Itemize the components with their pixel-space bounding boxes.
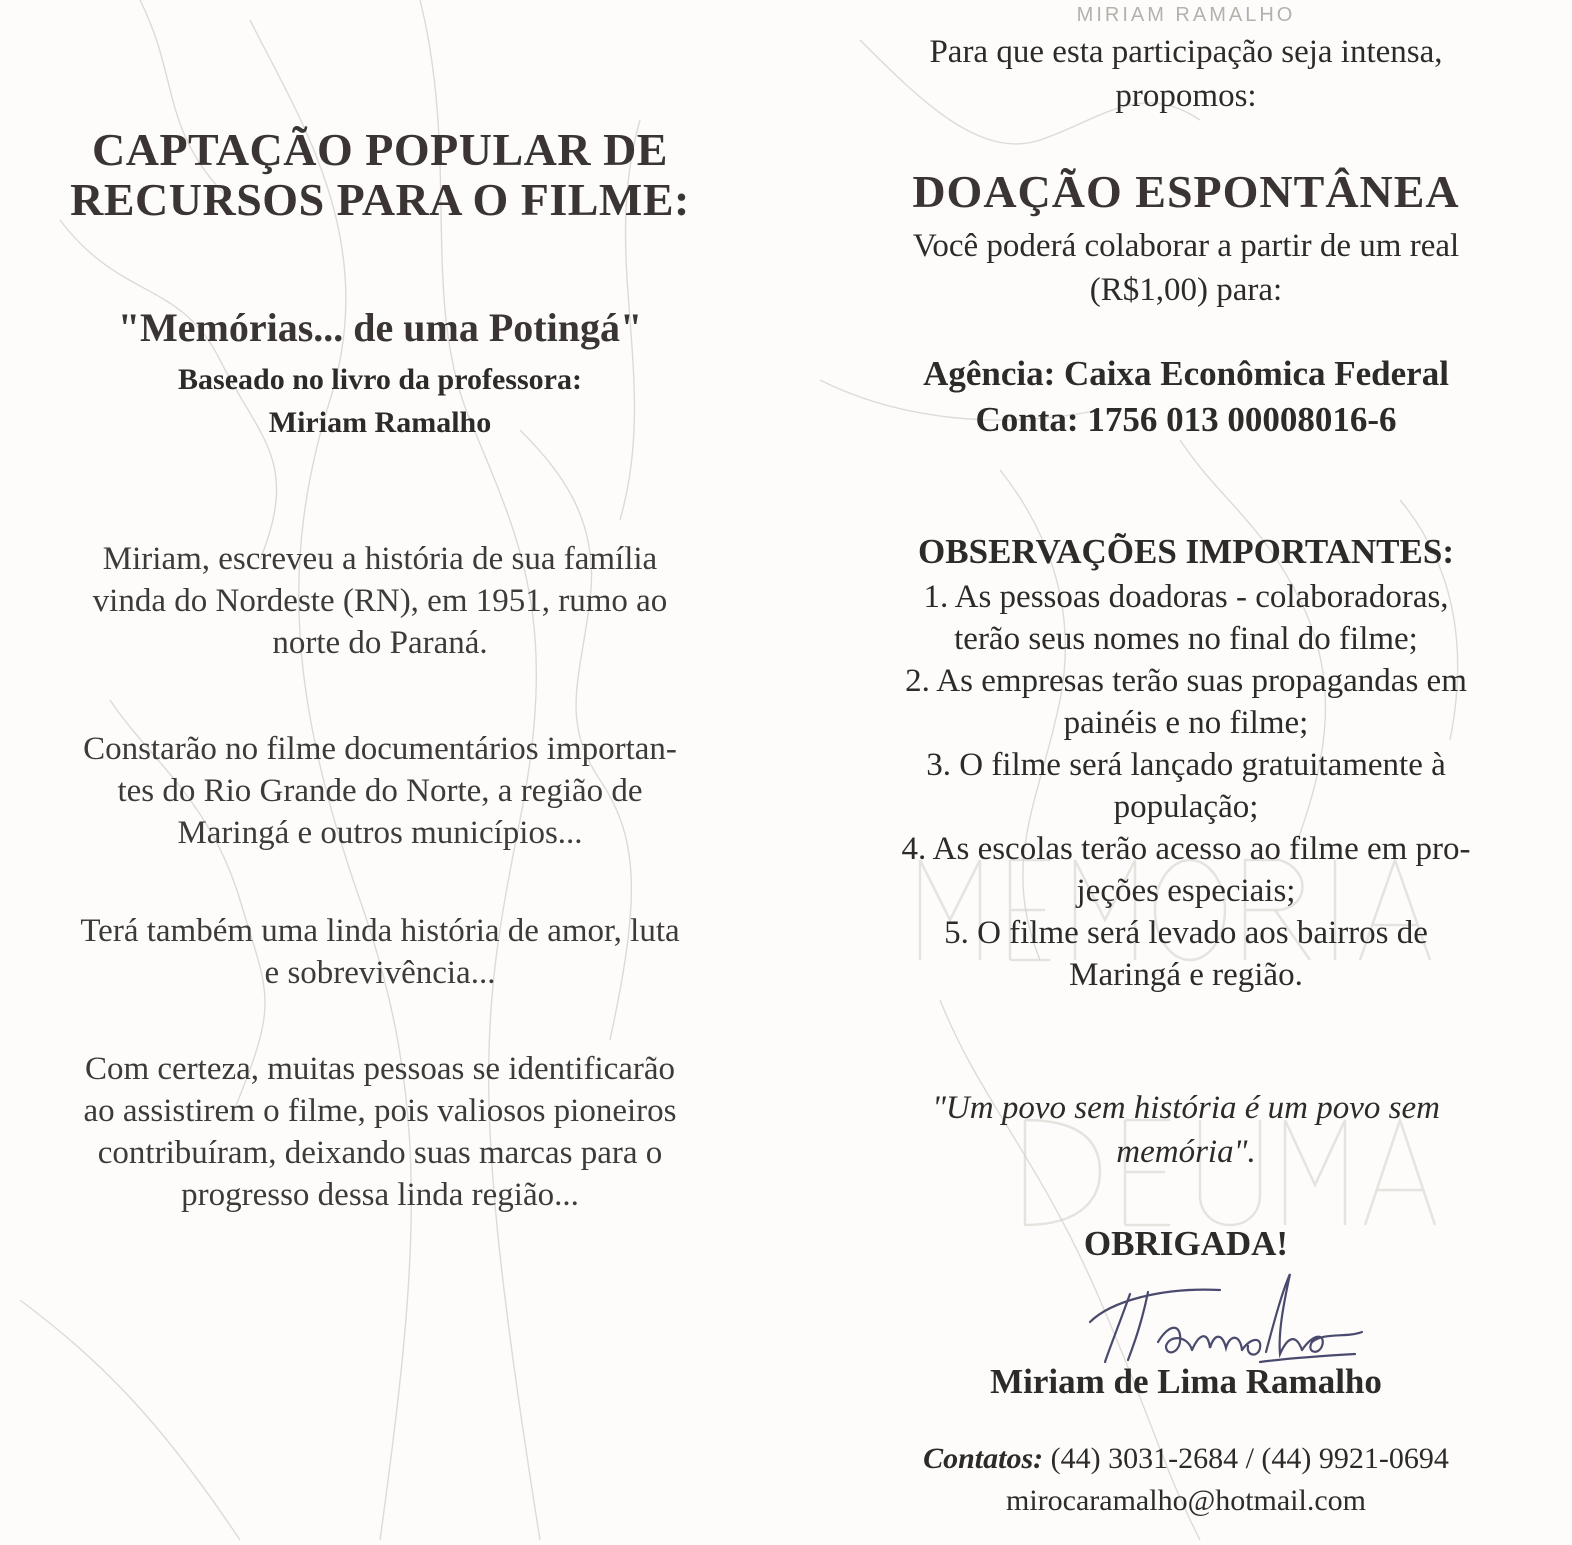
- text-line: Maringá e outros municípios...: [177, 815, 583, 851]
- list-item: painéis e no filme;: [1063, 705, 1309, 741]
- list-item: 1. As pessoas doadoras - colaboradoras,: [923, 579, 1449, 615]
- signature-image: [1070, 1262, 1370, 1372]
- paragraph-pioneers: [0, 1048, 760, 1216]
- watermark-text: MIRIAM RAMALHO: [1076, 4, 1296, 26]
- paragraph-love-story: [0, 910, 760, 994]
- contact-email: mirocaramalho@hotmail.com: [1005, 1484, 1366, 1517]
- observations-list: [800, 576, 1572, 996]
- text-line: tes do Rio Grande do Norte, a região de: [117, 773, 643, 809]
- observations-heading: OBSERVAÇÕES IMPORTANTES:: [918, 532, 1454, 571]
- contact-phones: [800, 1440, 1572, 1478]
- right-panel: [800, 0, 1572, 1545]
- intro-text: [800, 30, 1572, 118]
- phone-numbers: (44) 3031-2684 / (44) 9921-0694: [1043, 1442, 1449, 1475]
- list-item: 2. As empresas terão suas propagandas em: [905, 663, 1467, 699]
- text-line: Você poderá colaborar a partir de um real: [912, 228, 1460, 264]
- list-item: jeções especiais;: [1076, 873, 1296, 909]
- thanks-text: OBRIGADA!: [1083, 1224, 1289, 1263]
- author-name: Miriam Ramalho: [268, 406, 492, 439]
- text-line: Para que esta participação seja intensa,: [929, 34, 1443, 70]
- donation-text: [800, 224, 1572, 312]
- based-on-label: Baseado no livro da professora:: [178, 363, 582, 396]
- text-line: norte do Paraná.: [272, 625, 488, 661]
- list-item: Maringá e região.: [1069, 957, 1303, 993]
- film-title: "Memórias... de uma Potingá": [117, 305, 643, 350]
- left-panel: [0, 0, 760, 1545]
- text-line: Constarão no filme documentários importan-: [83, 731, 677, 767]
- text-line: e sobrevivência...: [264, 955, 496, 991]
- list-item: 4. As escolas terão acesso ao filme em pro-: [901, 831, 1471, 867]
- text-line: ao assistirem o filme, pois valiosos pioneiros: [83, 1093, 677, 1129]
- list-item: 5. O filme será levado aos bairros de: [944, 915, 1428, 951]
- text-line: "Um povo sem história é um povo sem: [932, 1090, 1440, 1126]
- contacts-label: Contatos:: [923, 1442, 1044, 1475]
- text-line: contribuíram, deixando suas marcas para o: [97, 1135, 663, 1171]
- headline-line-2: RECURSOS PARA O FILME:: [70, 174, 690, 225]
- paragraph-documentaries: [0, 728, 760, 854]
- closing-quote: [800, 1086, 1572, 1174]
- signer-name: Miriam de Lima Ramalho: [990, 1362, 1382, 1401]
- paragraph-family-story: [0, 538, 760, 664]
- text-line: (R$1,00) para:: [1089, 272, 1283, 308]
- text-line: progresso dessa linda região...: [181, 1177, 579, 1213]
- text-line: Com certeza, muitas pessoas se identificarão: [84, 1051, 676, 1087]
- list-item: população;: [1113, 789, 1259, 825]
- list-item: 3. O filme será lançado gratuitamente à: [926, 747, 1446, 783]
- donation-heading: DOAÇÃO ESPONTÂNEA: [912, 166, 1460, 217]
- list-item: terão seus nomes no final do filme;: [954, 621, 1418, 657]
- text-line: Miriam, escreveu a história de sua família: [102, 541, 658, 577]
- text-line: memória".: [1116, 1134, 1256, 1170]
- text-line: propomos:: [1115, 78, 1257, 114]
- text-line: Terá também uma linda história de amor, luta: [80, 913, 680, 949]
- campaign-headline: [0, 125, 760, 225]
- text-line: vinda do Nordeste (RN), em 1951, rumo ao: [92, 583, 668, 619]
- headline-line-1: CAPTAÇÃO POPULAR DE: [92, 124, 668, 175]
- bank-agency: Agência: Caixa Econômica Federal: [923, 354, 1449, 393]
- bank-account: Conta: 1756 013 00008016-6: [975, 400, 1397, 439]
